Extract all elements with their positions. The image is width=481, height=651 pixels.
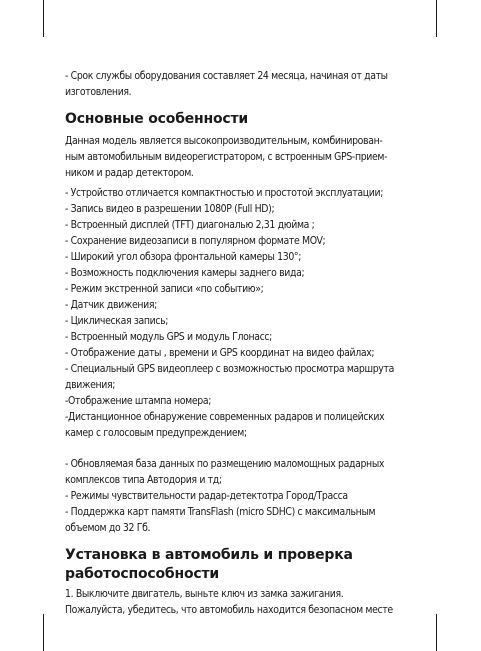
list-item: объемом до 32 Гб. [65,522,151,534]
list-item: - Встроенный модуль GPS и модуль Глонасс; [65,331,272,343]
list-item: комплексов типа Автодория и тд; [65,474,222,486]
list-item: - Встроенный дисплей (TFT) диагональю 2,31 дюйма ; [65,219,315,231]
features-heading: Основные особенности [65,111,249,127]
list-item: - Широкий угол обзора фронтальной камеры 130°; [65,251,302,263]
list-item: -Отображение штампа номера; [65,395,211,407]
features-list-2 [65,456,414,536]
list-item: - Устройство отличается компактностью и простотой эксплуатации; [65,187,383,199]
installation-step: 1. Выключите двигатель, выньте ключ из замка зажигания. [65,588,344,600]
intro-line-1: - Срок службы оборудования составляет 24 месяца, начиная от даты [65,70,388,82]
list-item: - Специальный GPS видеоплеер с возможностью просмотра маршрута [65,363,394,375]
intro-line-2: изготовления. [65,86,132,98]
crop-mark-top-left [43,0,44,37]
list-item: - Отображение даты , времени и GPS координат на видео файлах; [65,347,375,359]
list-item: камер с голосовым предупреждением; [65,427,247,439]
features-description-line: ником и радар детектором. [65,167,194,179]
crop-mark-bottom-left [43,614,44,651]
installation-step: Пожалуйста, убедитесь, что автомобиль находится безопасном месте [65,604,393,616]
crop-mark-top-right [436,0,437,37]
installation-heading-line-1: Установка в автомобиль и проверка [65,547,353,563]
page-content [65,68,414,618]
list-item: движения; [65,379,116,391]
crop-mark-bottom-right [436,614,437,651]
features-description-line: Данная модель является высокопроизводительным, комбинирован- [65,135,383,147]
list-item: - Циклическая запись; [65,315,169,327]
list-item: - Режимы чувствительности радар-детектотра Город/Трасса [65,490,348,502]
list-item: - Обновляемая база данных по размещению маломощных радарных [65,458,385,470]
list-item: - Поддержка карт памяти TransFlash (micro SDHC) с максимальным [65,506,376,518]
list-item: - Датчик движения; [65,299,157,311]
features-list [65,185,414,441]
list-item: - Сохранение видеозаписи в популярном формате MOV; [65,235,326,247]
list-item: - Запись видео в разрешении 1080P (Full HD); [65,203,275,215]
list-item: - Возможность подключения камеры заднего вида; [65,267,305,279]
installation-heading-line-2: работоспособности [65,566,219,582]
features-description-line: ным автомобильным видеорегистратором, с встроенным GPS-прием- [65,151,388,163]
list-item: - Режим экстренной записи «по событию»; [65,283,264,295]
list-item: -Дистанционное обнаружение современных радаров и полицейских [65,411,385,423]
